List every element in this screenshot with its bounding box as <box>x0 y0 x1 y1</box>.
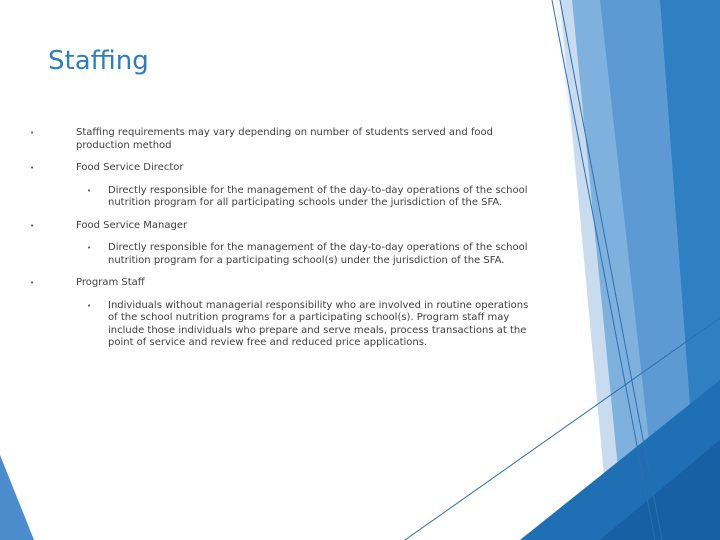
sub-bullet-item <box>30 185 540 210</box>
sub-bullet-marker: • <box>87 186 92 195</box>
bullet-marker: • <box>30 221 35 230</box>
bullet-item <box>30 127 540 152</box>
bullet-item <box>30 162 540 210</box>
sub-bullet-marker: • <box>87 244 92 252</box>
bullet-text: Food Service Manager <box>76 219 188 231</box>
bullet-marker: • <box>30 164 35 172</box>
left-accent-shape <box>0 455 34 540</box>
slide-title: Staffing <box>48 46 149 76</box>
sub-bullet-item <box>30 300 540 350</box>
sub-bullet-text: Directly responsible for the management of the day-to-day operations of the school nutrition program for a participating school(s) under the jurisdiction of the SFA. <box>108 242 528 266</box>
bullet-text: Staffing requirements may vary depending on number of students served and food production method <box>76 127 494 151</box>
sub-bullet-marker: • <box>87 301 92 310</box>
bullet-item <box>30 220 540 268</box>
bullet-text: Program Staff <box>76 277 145 288</box>
bullet-marker: • <box>30 129 35 137</box>
sub-bullet-text: Individuals without managerial responsibility who are involved in routine operations of the school nutrition programs for a participating school(s). Program staff may include those individuals who prepare and serve meals, process transactions at the point of service and review free and reduced price applications. <box>108 299 529 348</box>
bullet-text: Food Service Director <box>76 162 184 173</box>
bullet-marker: • <box>30 279 35 287</box>
sub-bullet-text: Directly responsible for the management of the day-to-day operations of the school nutrition program for all participating schools under the jurisdiction of the SFA. <box>108 184 528 208</box>
sub-bullet-item <box>30 242 540 267</box>
bullet-item <box>30 277 540 350</box>
bullet-list <box>30 127 540 360</box>
